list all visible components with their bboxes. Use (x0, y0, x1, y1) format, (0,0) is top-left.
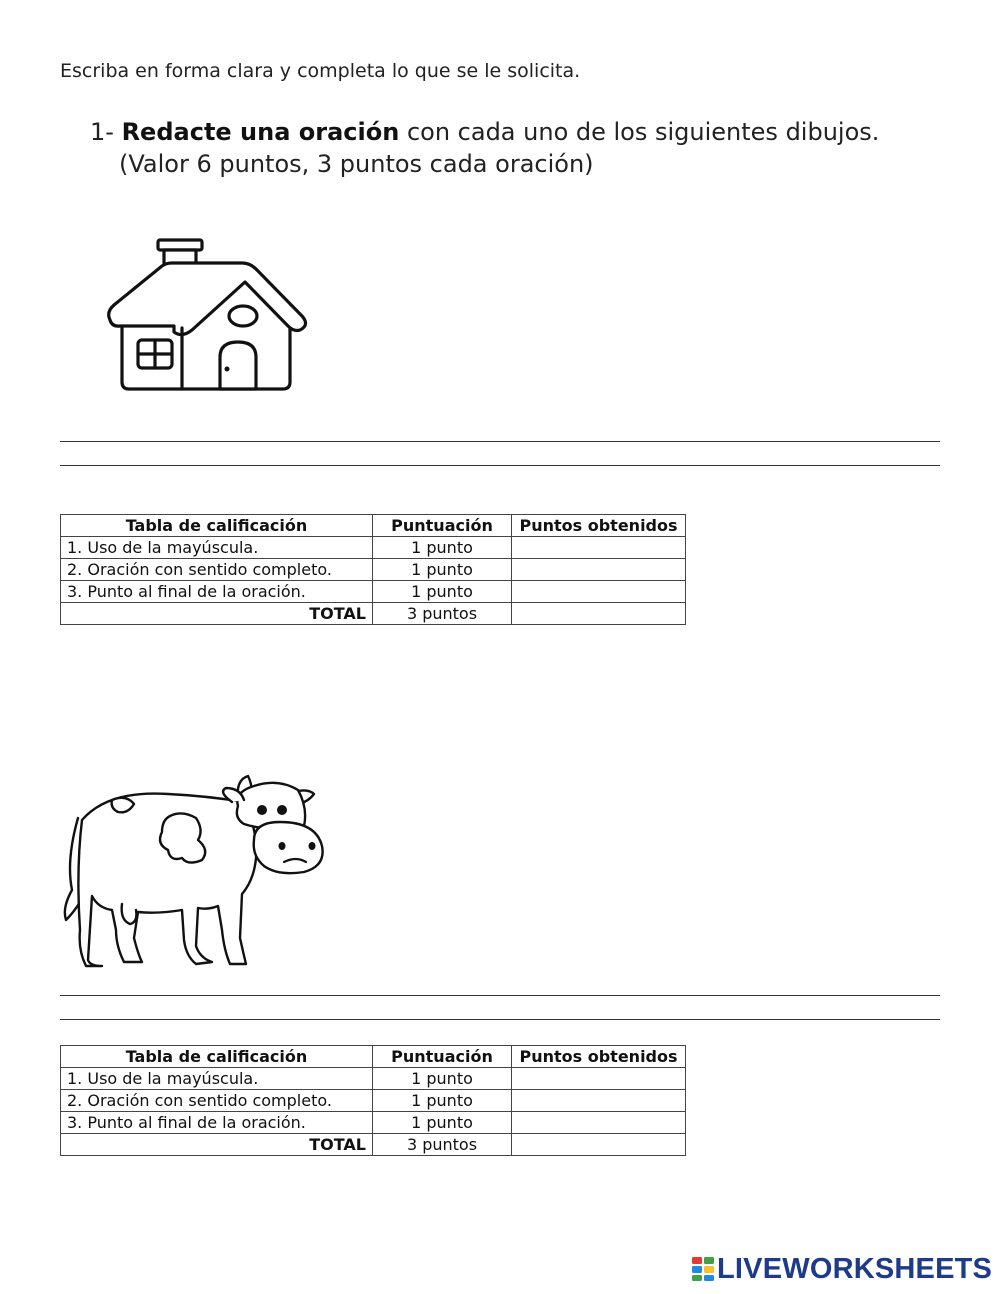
instruction-text: Escriba en forma clara y completa lo que se le solicita. (60, 60, 581, 82)
logo-text: LIVEWORKSHEETS (717, 1252, 993, 1285)
table-row (61, 1068, 686, 1090)
criterion-cell: 3. Punto al final de la oración. (61, 1112, 373, 1134)
house-picture (100, 232, 315, 397)
table-total-row (61, 603, 686, 625)
header-score: Puntuación (373, 1046, 512, 1068)
total-score: 3 puntos (373, 1134, 512, 1156)
obtained-cell[interactable] (512, 1112, 686, 1134)
grading-table (60, 514, 686, 625)
question-bold-text: Redacte una oración (121, 118, 400, 146)
cow-picture (58, 770, 330, 975)
table-total-row (61, 1134, 686, 1156)
table-row (61, 559, 686, 581)
obtained-cell[interactable] (512, 1090, 686, 1112)
liveworksheets-logo (692, 1252, 992, 1286)
table-header-row (61, 1046, 686, 1068)
header-criterion: Tabla de calificación (61, 515, 373, 537)
total-score: 3 puntos (373, 603, 512, 625)
criterion-cell: 2. Oración con sentido completo. (61, 559, 373, 581)
door (220, 342, 256, 389)
score-cell: 1 punto (373, 1090, 512, 1112)
question-1 (90, 116, 879, 180)
total-obtained-cell[interactable] (512, 603, 686, 625)
obtained-cell[interactable] (512, 581, 686, 603)
obtained-cell[interactable] (512, 1068, 686, 1090)
answer-line[interactable] (60, 441, 940, 442)
criterion-cell: 1. Uso de la mayúscula. (61, 1068, 373, 1090)
obtained-cell[interactable] (512, 537, 686, 559)
logo-blocks-icon (692, 1257, 714, 1281)
score-cell: 1 punto (373, 559, 512, 581)
table-row (61, 581, 686, 603)
total-label: TOTAL (61, 1134, 373, 1156)
question-rest-text: con cada uno de los siguientes dibujos. (406, 118, 880, 146)
criterion-cell: 2. Oración con sentido completo. (61, 1090, 373, 1112)
table-header-row (61, 515, 686, 537)
criterion-cell: 3. Punto al final de la oración. (61, 581, 373, 603)
roof (109, 263, 306, 335)
answer-line[interactable] (60, 995, 940, 996)
header-score: Puntuación (373, 515, 512, 537)
question-value-note: (Valor 6 puntos, 3 puntos cada oración) (119, 150, 594, 178)
table-row (61, 1090, 686, 1112)
header-obtained: Puntos obtenidos (512, 1046, 686, 1068)
table-row (61, 1112, 686, 1134)
answer-line[interactable] (60, 1019, 940, 1020)
score-cell: 1 punto (373, 1068, 512, 1090)
grading-table (60, 1045, 686, 1156)
header-obtained: Puntos obtenidos (512, 515, 686, 537)
answer-line[interactable] (60, 465, 940, 466)
round-window (229, 306, 257, 326)
criterion-cell: 1. Uso de la mayúscula. (61, 537, 373, 559)
score-cell: 1 punto (373, 537, 512, 559)
total-obtained-cell[interactable] (512, 1134, 686, 1156)
table-row (61, 537, 686, 559)
total-label: TOTAL (61, 603, 373, 625)
obtained-cell[interactable] (512, 559, 686, 581)
score-cell: 1 punto (373, 1112, 512, 1134)
score-cell: 1 punto (373, 581, 512, 603)
question-number: 1- (90, 118, 114, 146)
header-criterion: Tabla de calificación (61, 1046, 373, 1068)
